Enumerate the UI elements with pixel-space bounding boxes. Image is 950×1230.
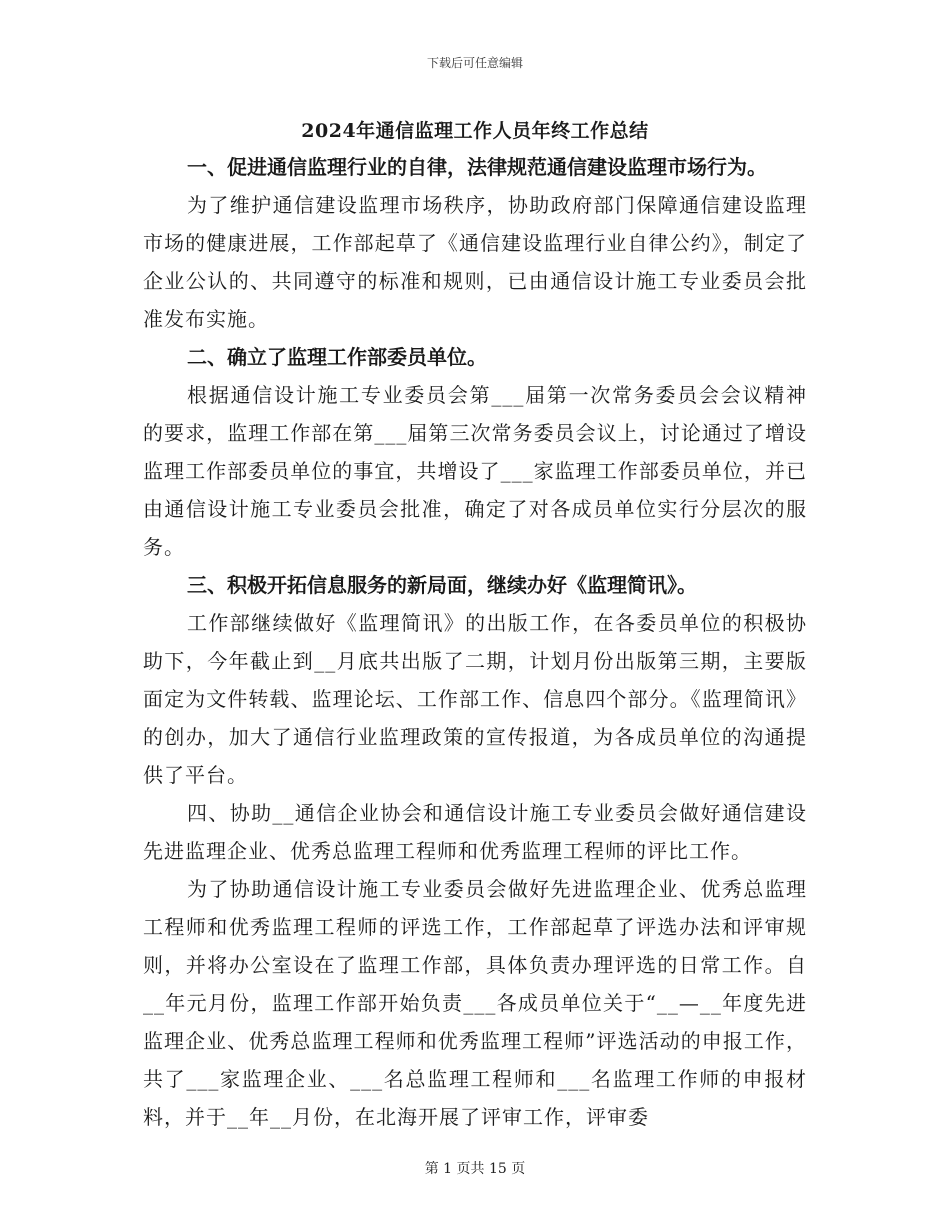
- document-body: [143, 148, 807, 1136]
- section-1-heading: 一、促进通信监理行业的自律，法律规范通信建设监理市场行为。: [187, 155, 767, 179]
- section-2-paragraph: 根据通信设计施工专业委员会第___届第一次常务委员会会议精神的要求，监理工作部在第___届第三次常务委员会议上，讨论通过了增设监理工作部委员单位的事宜，共增设了___家监理工作部委员单位，并已由通信设计施工专业委员会批准，确定了对各成员单位实行分层次的服务。: [143, 383, 807, 559]
- document-title: 2024年通信监理工作人员年终工作总结: [301, 120, 649, 142]
- page-number: 第 1 页共 15 页: [424, 1161, 526, 1177]
- section-1-paragraph: 为了维护通信建设监理市场秩序，协助政府部门保障通信建设监理市场的健康进展，工作部起草了《通信建设监理行业自律公约》，制定了企业公认的、共同遵守的标准和规则，已由通信设计施工专业委员会批准发布实施。: [143, 193, 807, 331]
- section-3-paragraph: 工作部继续做好《监理简讯》的出版工作，在各委员单位的积极协助下，今年截止到__月底共出版了二期，计划月份出版第三期，主要版面定为文件转载、监理论坛、工作部工作、信息四个部分。《监理简讯》的创办，加大了通信行业监理政策的宣传报道，为各成员单位的沟通提供了平台。: [143, 611, 807, 787]
- section-3-heading: 三、积极开拓信息服务的新局面，继续办好《监理简讯》。: [187, 573, 697, 597]
- header-note: 下载后可任意编辑: [426, 56, 523, 70]
- section-4-paragraph: 为了协助通信设计施工专业委员会做好先进监理企业、优秀总监理工程师和优秀监理工程师的评选工作，工作部起草了评选办法和评审规则，并将办公室设在了监理工作部，具体负责办理评选的日常工作。自__年元月份，监理工作部开始负责___各成员单位关于“__—__年度先进监理企业、优秀总监理工程师和优秀监理工程师”评选活动的申报工作，共了___家监理企业、___名总监理工程师和___名监理工作师的申报材料，并于__年__月份，在北海开展了评审工作，评审委: [143, 877, 807, 1129]
- section-4-heading: 四、协助__通信企业协会和通信设计施工专业委员会做好通信建设先进监理企业、优秀总监理工程师和优秀监理工程师的评比工作。: [143, 801, 807, 863]
- section-2-heading: 二、确立了监理工作部委员单位。: [187, 345, 487, 369]
